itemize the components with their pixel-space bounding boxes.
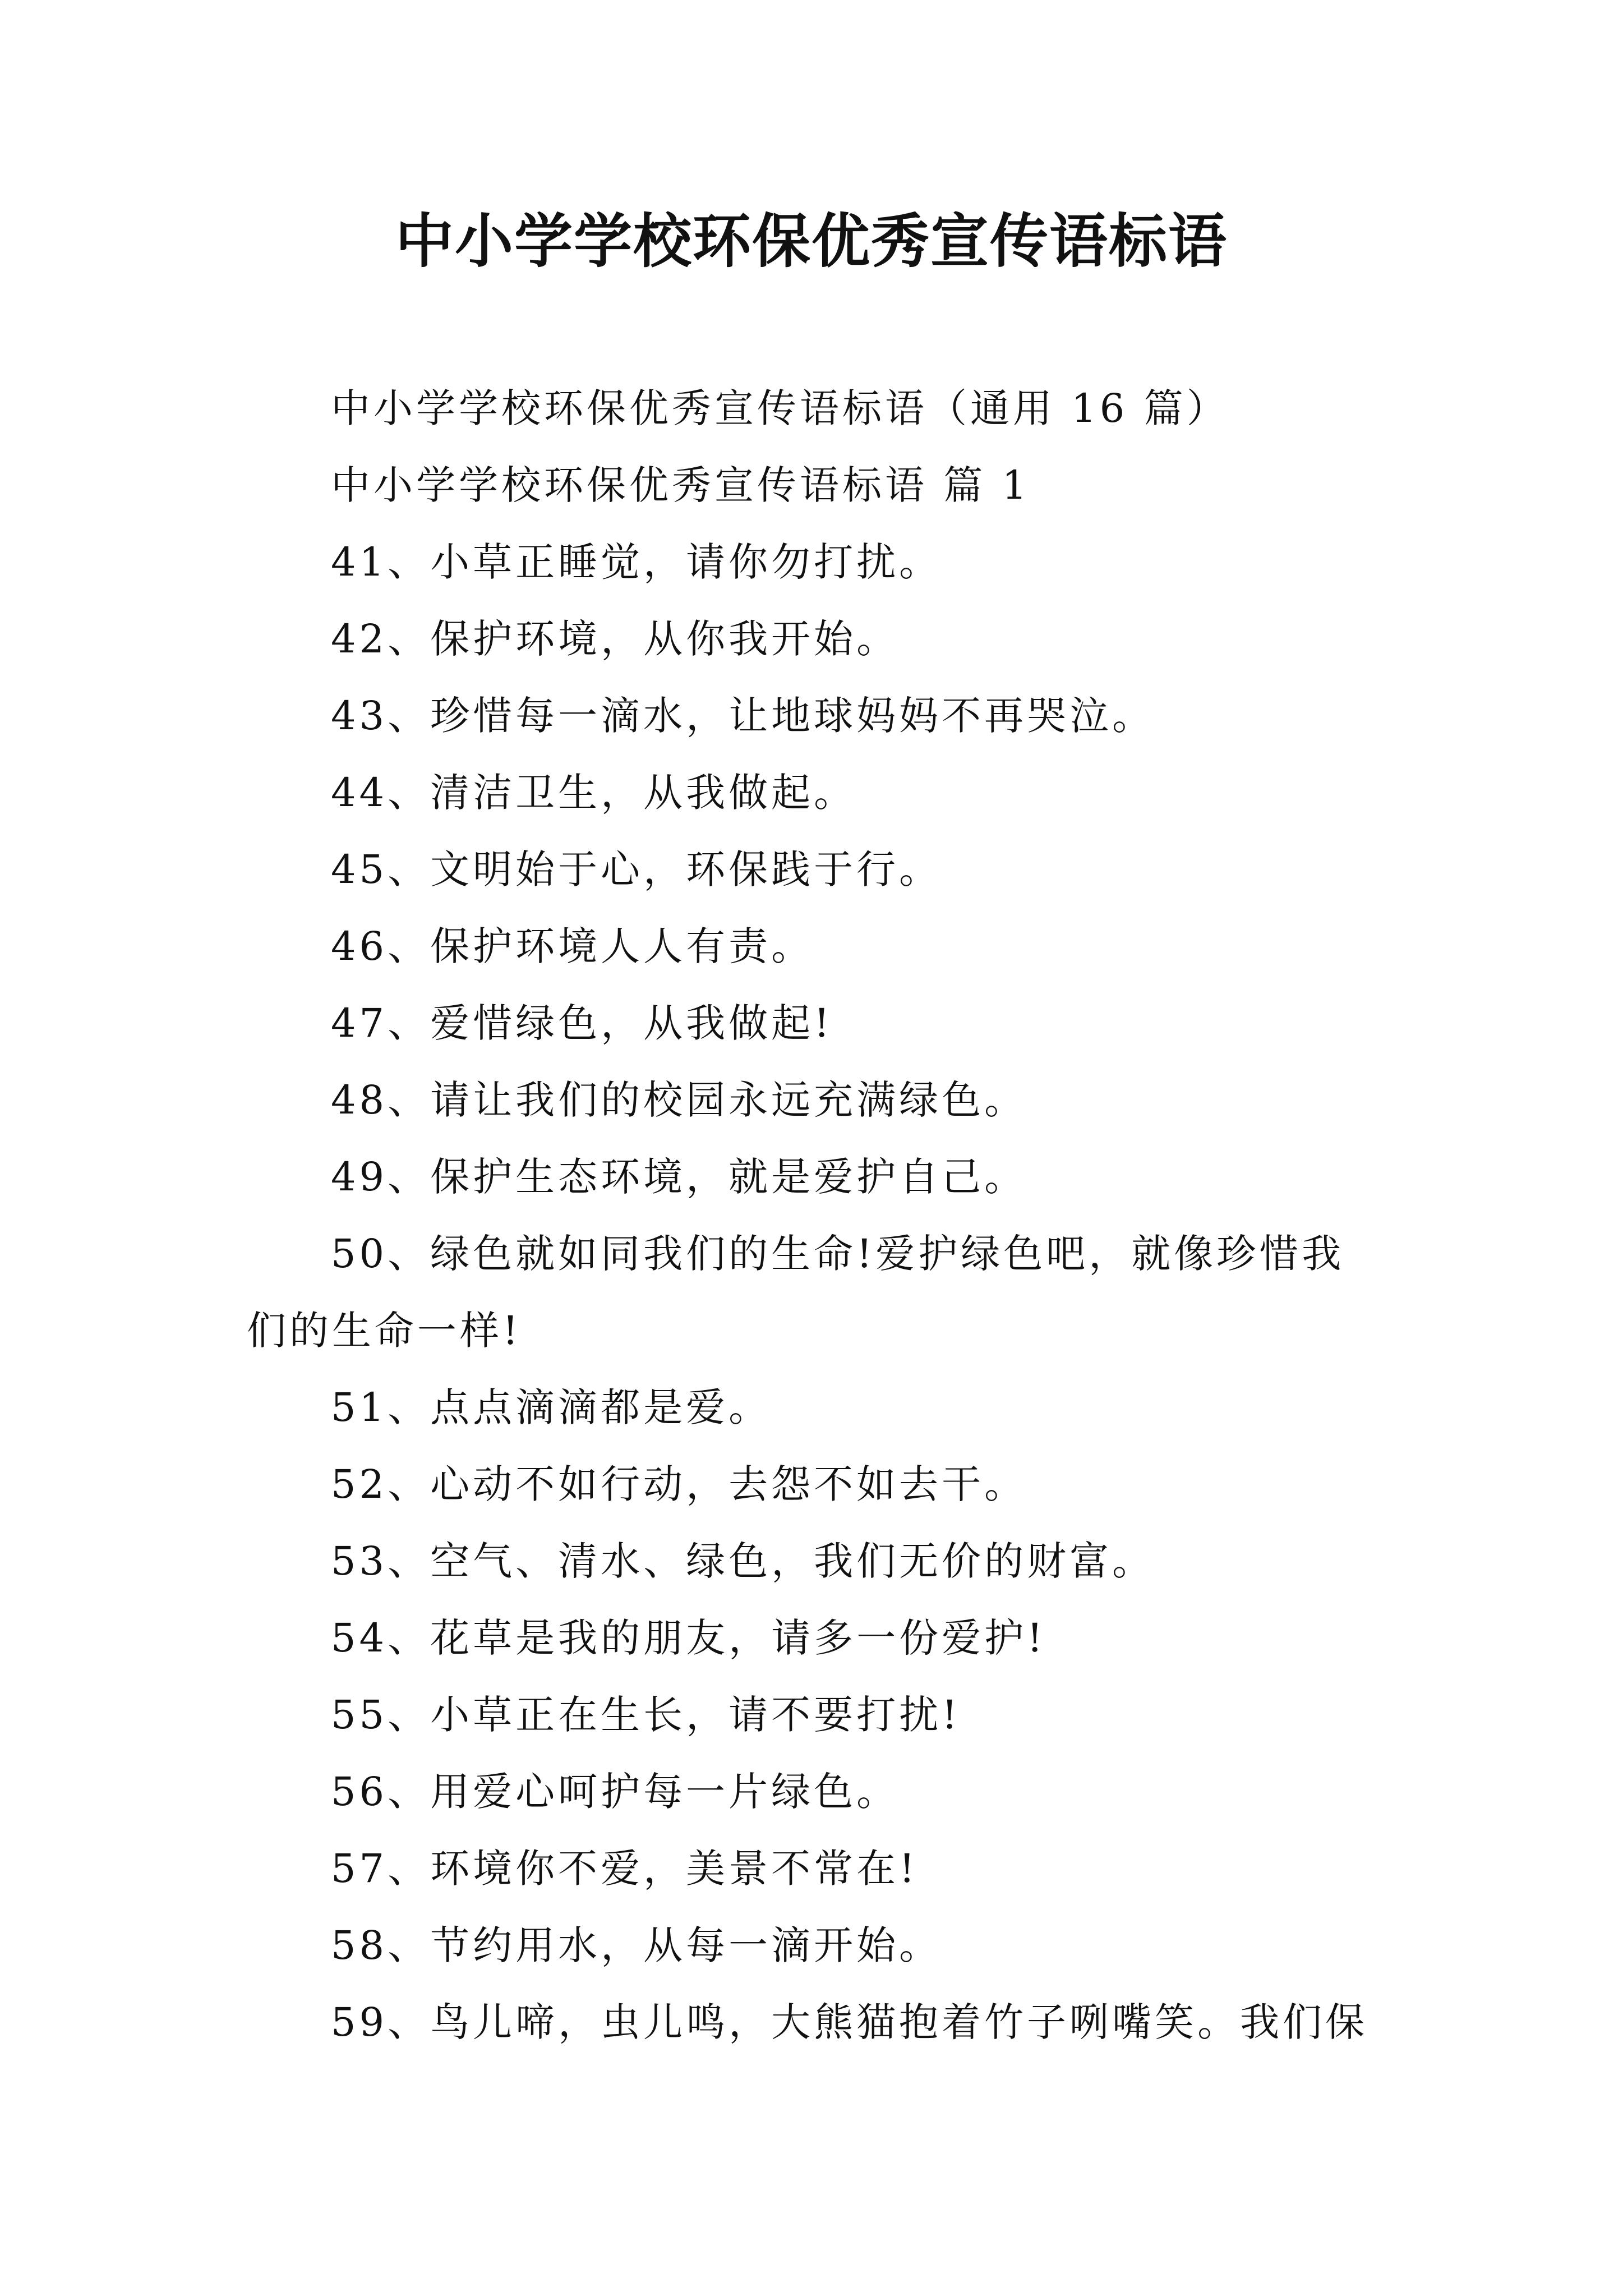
paragraph-item: 58、节约用水，从每一滴开始。 bbox=[331, 1922, 942, 1968]
paragraph-item: 41、小草正睡觉，请你勿打扰。 bbox=[331, 539, 942, 585]
paragraph-item: 43、珍惜每一滴水，让地球妈妈不再哭泣。 bbox=[331, 693, 1155, 739]
paragraph-item: 52、心动不如行动，去怨不如去干。 bbox=[331, 1461, 1027, 1507]
paragraph-item: 51、点点滴滴都是爱。 bbox=[331, 1384, 772, 1430]
paragraph-item: 45、文明始于心，环保践于行。 bbox=[331, 846, 942, 892]
paragraph-item: 55、小草正在生长，请不要打扰! bbox=[331, 1692, 961, 1738]
paragraph-item: 46、保护环境人人有责。 bbox=[331, 923, 814, 969]
paragraph-item: 44、清洁卫生，从我做起。 bbox=[331, 770, 857, 816]
paragraph-item: 53、空气、清水、绿色，我们无价的财富。 bbox=[331, 1538, 1155, 1584]
paragraph-item: 49、保护生态环境，就是爱护自己。 bbox=[331, 1154, 1027, 1200]
paragraph-item: 56、用爱心呵护每一片绿色。 bbox=[331, 1769, 900, 1815]
document-body bbox=[247, 370, 1380, 2061]
paragraph-item: 50、绿色就如同我们的生命!爱护绿色吧，就像珍惜我们的生命一样! bbox=[247, 1231, 1345, 1354]
paragraph-item: 57、环境你不爱，美景不常在! bbox=[331, 1846, 919, 1892]
paragraph-item: 47、爱惜绿色，从我做起! bbox=[331, 1000, 833, 1046]
paragraph-item: 54、花草是我的朋友，请多一份爱护! bbox=[331, 1615, 1046, 1661]
paragraph-subtitle: 中小学学校环保优秀宣传语标语（通用 16 篇） bbox=[331, 385, 1229, 431]
paragraph-item: 48、请让我们的校园永远充满绿色。 bbox=[331, 1077, 1027, 1123]
document-title: 中小学学校环保优秀宣传语标语 bbox=[395, 206, 1228, 275]
paragraph-item: 42、保护环境，从你我开始。 bbox=[331, 616, 900, 662]
paragraph-section-heading: 中小学学校环保优秀宣传语标语 篇 1 bbox=[331, 462, 1031, 508]
paragraph-item: 59、鸟儿啼，虫儿鸣，大熊猫抱着竹子咧嘴笑。我们保 bbox=[331, 1999, 1368, 2045]
